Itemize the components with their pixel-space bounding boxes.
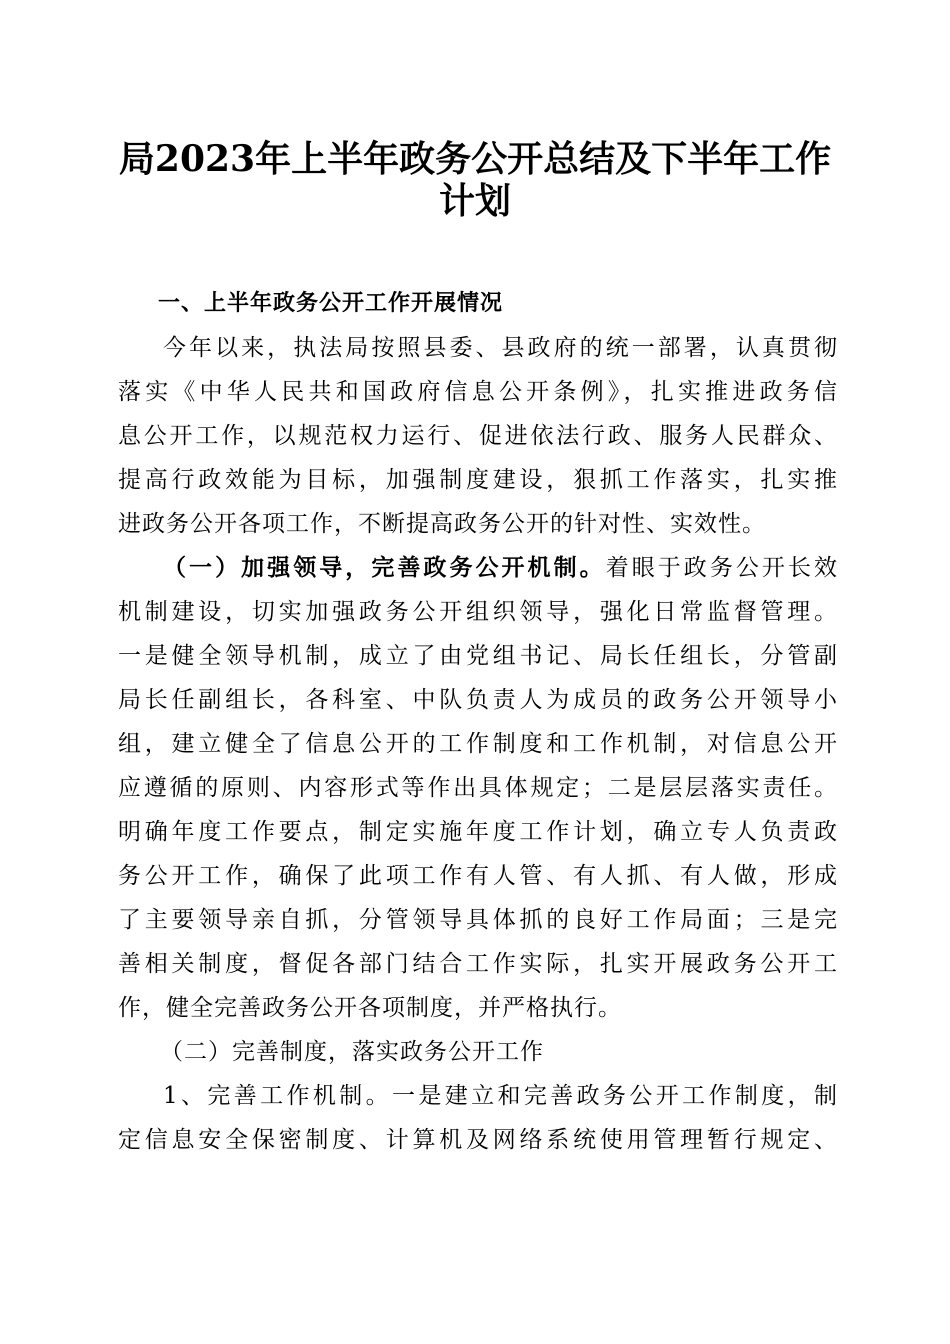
paragraph-2-line-5: 组，建立健全了信息公开的工作制度和工作机制，对信息公开 xyxy=(118,731,838,757)
paragraph-2-line-8: 务公开工作，确保了此项工作有人管、有人抓、有人做，形成 xyxy=(118,863,838,889)
title-line-1: 局2023年上半年政务公开总结及下半年工作 xyxy=(118,138,832,180)
paragraph-2-line-1 xyxy=(118,546,838,590)
paragraph-2-line-7: 明确年度工作要点，制定实施年度工作计划，确立专人负责政 xyxy=(118,819,838,845)
paragraph-2-line-11: 作，健全完善政务公开各项制度，并严格执行。 xyxy=(118,995,622,1021)
paragraph-2-line-9: 了主要领导亲自抓，分管领导具体抓的良好工作局面；三是完 xyxy=(118,907,838,933)
subsection-heading-1: （一）加强领导，完善政务公开机制。 xyxy=(163,554,606,581)
paragraph-1-line-5: 进政务公开各项工作，不断提高政务公开的针对性、实效性。 xyxy=(118,511,766,537)
paragraph-2-line-6: 应遵循的原则、内容形式等作出具体规定；二是层层落实责任。 xyxy=(118,775,838,801)
paragraph-2-line-4: 局长任副组长，各科室、中队负责人为成员的政务公开领导小 xyxy=(118,687,838,713)
document-body xyxy=(118,282,838,1162)
subsection-heading-2: （二）完善制度，落实政务公开工作 xyxy=(160,1039,544,1065)
paragraph-1-line-2: 落实《中华人民共和国政府信息公开条例》，扎实推进政务信 xyxy=(118,379,838,405)
paragraph-1-line-4: 提高行政效能为目标，加强制度建设，狠抓工作落实，扎实推 xyxy=(118,467,838,493)
paragraph-3-line-1: 1、完善工作机制。一是建立和完善政务公开工作制度，制 xyxy=(163,1083,838,1109)
paragraph-2-line-3: 一是健全领导机制，成立了由党组书记、局长任组长，分管副 xyxy=(118,643,838,669)
title-line-2: 计划 xyxy=(438,180,511,222)
paragraph-2-line-1-rest: 着眼于政务公开长效 xyxy=(605,555,839,581)
paragraph-3-line-2: 定信息安全保密制度、计算机及网络系统使用管理暂行规定、 xyxy=(118,1127,838,1153)
paragraph-2-line-10: 善相关制度，督促各部门结合工作实际，扎实开展政务公开工 xyxy=(118,951,838,977)
paragraph-1-line-3: 息公开工作，以规范权力运行、促进依法行政、服务人民群众、 xyxy=(118,423,838,449)
paragraph-2-line-2: 机制建设，切实加强政务公开组织领导，强化日常监督管理。 xyxy=(118,599,838,625)
paragraph-1-line-1: 今年以来，执法局按照县委、县政府的统一部署，认真贯彻 xyxy=(163,335,838,361)
document-title xyxy=(110,138,840,222)
section-heading-1: 一、上半年政务公开工作开展情况 xyxy=(158,291,504,316)
